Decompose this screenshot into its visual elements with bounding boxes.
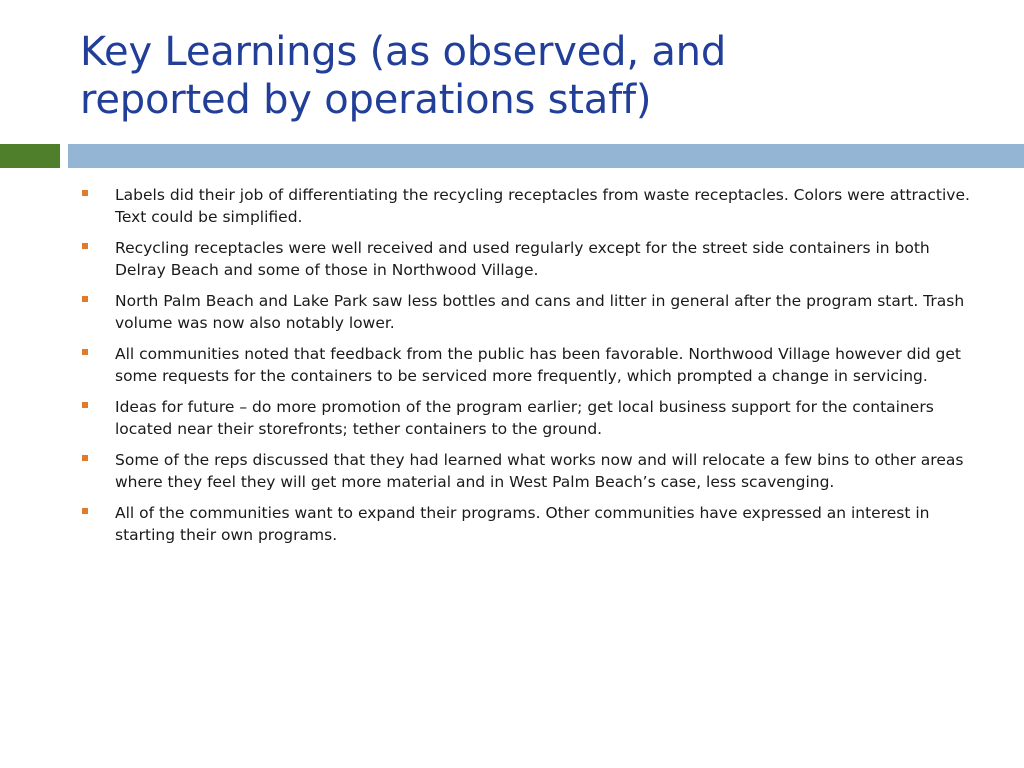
- square-bullet-icon: [82, 296, 88, 302]
- bullet-text: Labels did their job of differentiating the recycling receptacles from waste receptacles. Colors were attractive. Text could be simplified.: [115, 186, 970, 226]
- bullet-text: Recycling receptacles were well received and used regularly except for the street side containers in both Delray Beach and some of those in Northwood Village.: [115, 239, 930, 279]
- square-bullet-icon: [82, 455, 88, 461]
- bullet-item: [82, 396, 977, 440]
- title-line-1: Key Learnings (as observed, and: [80, 29, 727, 75]
- accent-bar-blue: [68, 144, 1024, 168]
- bullet-item: [82, 343, 977, 387]
- square-bullet-icon: [82, 243, 88, 249]
- bullet-item: [82, 290, 977, 334]
- title-line-2: reported by operations staff): [80, 77, 652, 123]
- bullet-item: [82, 449, 977, 493]
- bullet-text: All communities noted that feedback from the public has been favorable. Northwood Village however did get some requests for the containers to be serviced more frequently, which prompted a change in servicing.: [115, 345, 962, 385]
- bullet-item: [82, 184, 977, 228]
- square-bullet-icon: [82, 402, 88, 408]
- bullet-text: Ideas for future – do more promotion of the program earlier; get local business support for the containers located near their storefronts; tether containers to the ground.: [115, 398, 934, 438]
- bullet-item: [82, 502, 977, 546]
- bullet-text: North Palm Beach and Lake Park saw less bottles and cans and litter in general after the program start. Trash volume was now also notably lower.: [115, 292, 965, 332]
- accent-bar-green: [0, 144, 60, 168]
- slide-title: [80, 28, 980, 124]
- bullet-text: All of the communities want to expand their programs. Other communities have expressed an interest in starting their own programs.: [115, 504, 930, 544]
- square-bullet-icon: [82, 349, 88, 355]
- bullet-list: [82, 184, 977, 555]
- bullet-item: [82, 237, 977, 281]
- square-bullet-icon: [82, 190, 88, 196]
- square-bullet-icon: [82, 508, 88, 514]
- bullet-text: Some of the reps discussed that they had learned what works now and will relocate a few bins to other areas where they feel they will get more material and in West Palm Beach’s case, less scavenging.: [115, 451, 964, 491]
